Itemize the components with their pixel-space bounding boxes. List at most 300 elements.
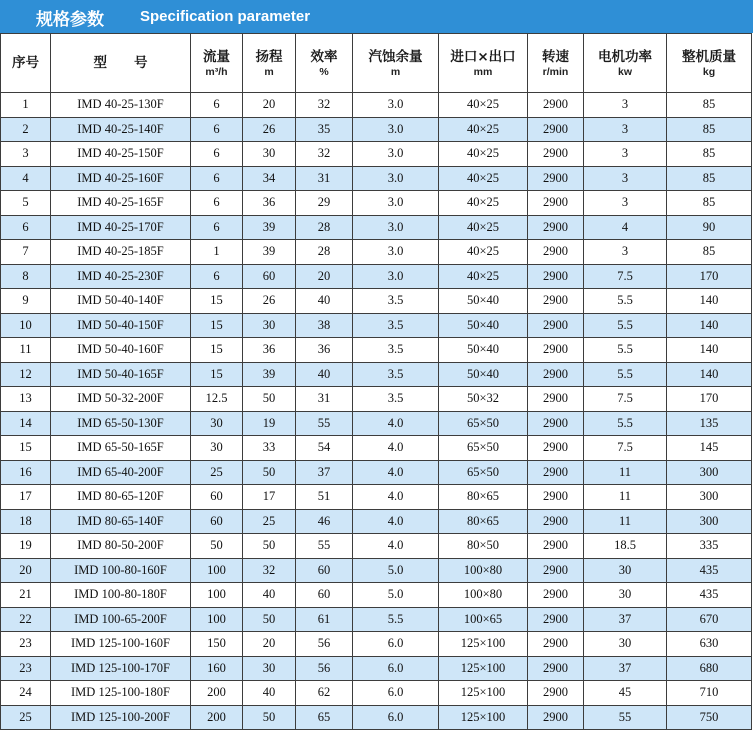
table-row <box>1 485 752 510</box>
table-cell: 7 <box>1 240 51 265</box>
table-cell: 36 <box>296 338 353 363</box>
table-cell: 3 <box>584 117 667 142</box>
table-cell: 39 <box>243 362 296 387</box>
table-cell: 28 <box>296 240 353 265</box>
table-cell: 14 <box>1 411 51 436</box>
table-cell: 3 <box>1 142 51 167</box>
table-cell: 45 <box>584 681 667 706</box>
table-cell: 5.5 <box>584 313 667 338</box>
table-row <box>1 142 752 167</box>
table-cell: 2900 <box>528 632 584 657</box>
table-cell: 435 <box>667 583 752 608</box>
table-cell: 2900 <box>528 656 584 681</box>
table-cell: 3 <box>584 93 667 118</box>
table-cell: 5.5 <box>584 289 667 314</box>
table-cell: 20 <box>243 93 296 118</box>
table-cell: 100×80 <box>439 558 528 583</box>
column-header <box>667 34 752 93</box>
table-cell: 3.0 <box>353 166 439 191</box>
column-header-unit: m <box>264 65 274 78</box>
table-cell: 2900 <box>528 509 584 534</box>
table-cell: 2900 <box>528 705 584 730</box>
table-cell: 37 <box>296 460 353 485</box>
table-cell: 100×80 <box>439 583 528 608</box>
table-cell: 65×50 <box>439 436 528 461</box>
table-row <box>1 93 752 118</box>
table-cell: 125×100 <box>439 656 528 681</box>
table-cell: IMD 40-25-165F <box>51 191 191 216</box>
column-header-label: 效率 <box>310 48 338 65</box>
table-cell: 31 <box>296 387 353 412</box>
table-cell: 30 <box>584 558 667 583</box>
table-cell: 6 <box>191 117 243 142</box>
table-cell: 2900 <box>528 436 584 461</box>
table-row <box>1 411 752 436</box>
header-banner <box>0 0 753 33</box>
table-cell: 32 <box>296 93 353 118</box>
table-cell: 6 <box>191 142 243 167</box>
table-cell: 40×25 <box>439 215 528 240</box>
table-cell: 25 <box>243 509 296 534</box>
column-header <box>191 34 243 93</box>
table-cell: 61 <box>296 607 353 632</box>
table-cell: 125×100 <box>439 681 528 706</box>
table-cell: 8 <box>1 264 51 289</box>
table-cell: 2900 <box>528 240 584 265</box>
table-cell: 20 <box>1 558 51 583</box>
table-cell: 11 <box>1 338 51 363</box>
table-cell: 3.0 <box>353 240 439 265</box>
table-cell: 30 <box>243 656 296 681</box>
table-cell: 15 <box>191 313 243 338</box>
table-cell: 2900 <box>528 681 584 706</box>
table-cell: IMD 80-65-120F <box>51 485 191 510</box>
column-header <box>584 34 667 93</box>
table-cell: 100 <box>191 583 243 608</box>
table-cell: 3.0 <box>353 191 439 216</box>
table-cell: 3.0 <box>353 93 439 118</box>
table-cell: 5.5 <box>584 411 667 436</box>
table-row <box>1 289 752 314</box>
table-cell: 2900 <box>528 264 584 289</box>
column-header <box>243 34 296 93</box>
column-header-label: 电机功率 <box>598 48 652 65</box>
table-cell: 50×32 <box>439 387 528 412</box>
table-cell: 50×40 <box>439 289 528 314</box>
table-row <box>1 460 752 485</box>
column-header-unit: kw <box>617 65 632 78</box>
table-cell: 2900 <box>528 142 584 167</box>
table-row <box>1 509 752 534</box>
column-header-unit: % <box>319 65 329 78</box>
column-header-label: 型 号 <box>93 55 148 71</box>
table-row <box>1 240 752 265</box>
table-cell: 50×40 <box>439 313 528 338</box>
table-cell: 2900 <box>528 166 584 191</box>
table-cell: 160 <box>191 656 243 681</box>
table-cell: 4.0 <box>353 460 439 485</box>
table-cell: 80×65 <box>439 509 528 534</box>
table-cell: 26 <box>243 289 296 314</box>
table-cell: 6 <box>191 93 243 118</box>
table-cell: 19 <box>1 534 51 559</box>
table-cell: 4.0 <box>353 436 439 461</box>
table-cell: 5.0 <box>353 583 439 608</box>
table-cell: 40 <box>296 289 353 314</box>
header-row <box>1 34 752 93</box>
table-cell: 6.0 <box>353 632 439 657</box>
table-cell: 2900 <box>528 387 584 412</box>
table-cell: 60 <box>296 583 353 608</box>
table-cell: 15 <box>1 436 51 461</box>
table-cell: 85 <box>667 240 752 265</box>
table-cell: 90 <box>667 215 752 240</box>
table-cell: 5.0 <box>353 558 439 583</box>
column-header <box>296 34 353 93</box>
table-cell: 60 <box>191 485 243 510</box>
table-cell: 12 <box>1 362 51 387</box>
table-cell: 56 <box>296 656 353 681</box>
table-cell: 85 <box>667 191 752 216</box>
table-cell: 3.5 <box>353 387 439 412</box>
table-cell: IMD 40-25-150F <box>51 142 191 167</box>
table-cell: 125×100 <box>439 632 528 657</box>
table-cell: 5.5 <box>584 362 667 387</box>
table-cell: 40×25 <box>439 240 528 265</box>
table-cell: 18 <box>1 509 51 534</box>
table-cell: 4.0 <box>353 509 439 534</box>
table-cell: 15 <box>191 338 243 363</box>
table-cell: 100×65 <box>439 607 528 632</box>
table-cell: 30 <box>191 436 243 461</box>
table-cell: 7.5 <box>584 387 667 412</box>
table-cell: 55 <box>296 411 353 436</box>
table-cell: 40×25 <box>439 191 528 216</box>
table-cell: 140 <box>667 313 752 338</box>
table-cell: 17 <box>1 485 51 510</box>
table-cell: 6.0 <box>353 656 439 681</box>
column-header-unit: m³/h <box>205 65 228 78</box>
table-row <box>1 583 752 608</box>
table-cell: 80×50 <box>439 534 528 559</box>
table-cell: 11 <box>584 485 667 510</box>
table-cell: 200 <box>191 705 243 730</box>
table-cell: 50 <box>243 607 296 632</box>
table-cell: 50 <box>243 387 296 412</box>
table-cell: IMD 125-100-200F <box>51 705 191 730</box>
table-cell: 21 <box>1 583 51 608</box>
column-header-label: 整机质量 <box>682 48 736 65</box>
table-cell: 60 <box>243 264 296 289</box>
table-cell: 16 <box>1 460 51 485</box>
table-cell: 51 <box>296 485 353 510</box>
column-header-unit: mm <box>473 65 493 78</box>
table-cell: 3.5 <box>353 338 439 363</box>
table-row <box>1 705 752 730</box>
table-cell: 670 <box>667 607 752 632</box>
table-cell: IMD 100-65-200F <box>51 607 191 632</box>
table-cell: 40×25 <box>439 166 528 191</box>
table-cell: 170 <box>667 264 752 289</box>
table-cell: 37 <box>584 656 667 681</box>
table-cell: 3 <box>584 191 667 216</box>
table-cell: IMD 40-25-140F <box>51 117 191 142</box>
table-cell: 6 <box>1 215 51 240</box>
table-cell: 100 <box>191 607 243 632</box>
table-cell: IMD 125-100-180F <box>51 681 191 706</box>
table-cell: IMD 40-25-230F <box>51 264 191 289</box>
table-cell: 4.0 <box>353 534 439 559</box>
table-row <box>1 191 752 216</box>
table-cell: 85 <box>667 117 752 142</box>
column-header-label: 汽蚀余量 <box>368 48 423 65</box>
table-cell: 300 <box>667 509 752 534</box>
table-cell: 6 <box>191 166 243 191</box>
table-cell: IMD 65-50-165F <box>51 436 191 461</box>
column-header-label: 转速 <box>542 48 569 65</box>
table-cell: 150 <box>191 632 243 657</box>
table-cell: 2900 <box>528 289 584 314</box>
table-cell: 6 <box>191 264 243 289</box>
table-cell: 20 <box>243 632 296 657</box>
column-header-label: 扬程 <box>255 48 283 65</box>
table-cell: 39 <box>243 240 296 265</box>
banner-title-en: Specification parameter <box>140 8 311 25</box>
table-cell: 2900 <box>528 583 584 608</box>
table-cell: 2900 <box>528 117 584 142</box>
table-cell: 25 <box>191 460 243 485</box>
table-cell: 5 <box>1 191 51 216</box>
table-cell: 36 <box>243 338 296 363</box>
table-cell: 37 <box>584 607 667 632</box>
table-cell: 3.0 <box>353 117 439 142</box>
table-cell: 40 <box>296 362 353 387</box>
table-cell: 23 <box>1 632 51 657</box>
table-cell: IMD 125-100-160F <box>51 632 191 657</box>
table-cell: 630 <box>667 632 752 657</box>
table-cell: 23 <box>1 656 51 681</box>
table-cell: 65×50 <box>439 411 528 436</box>
table-cell: 10 <box>1 313 51 338</box>
table-cell: IMD 100-80-160F <box>51 558 191 583</box>
table-cell: 56 <box>296 632 353 657</box>
table-cell: 2 <box>1 117 51 142</box>
table-cell: 2900 <box>528 485 584 510</box>
table-cell: IMD 65-50-130F <box>51 411 191 436</box>
table-cell: 40 <box>243 681 296 706</box>
column-header <box>51 34 191 93</box>
table-cell: 2900 <box>528 460 584 485</box>
table-cell: 85 <box>667 93 752 118</box>
table-cell: IMD 80-50-200F <box>51 534 191 559</box>
table-cell: 3.5 <box>353 313 439 338</box>
table-cell: 46 <box>296 509 353 534</box>
table-cell: 3 <box>584 166 667 191</box>
table-cell: 2900 <box>528 338 584 363</box>
table-cell: 4.0 <box>353 411 439 436</box>
table-cell: 34 <box>243 166 296 191</box>
table-cell: 15 <box>191 289 243 314</box>
column-header <box>439 34 528 93</box>
table-cell: 3 <box>584 240 667 265</box>
table-row <box>1 313 752 338</box>
table-cell: 60 <box>191 509 243 534</box>
table-cell: 55 <box>584 705 667 730</box>
table-cell: 200 <box>191 681 243 706</box>
table-row <box>1 264 752 289</box>
table-cell: 40×25 <box>439 93 528 118</box>
table-cell: 2900 <box>528 534 584 559</box>
column-header <box>528 34 584 93</box>
table-cell: 5.5 <box>353 607 439 632</box>
table-cell: 50 <box>243 705 296 730</box>
table-cell: 50 <box>191 534 243 559</box>
table-cell: 2900 <box>528 362 584 387</box>
table-cell: 125×100 <box>439 705 528 730</box>
spec-table <box>0 33 752 730</box>
table-cell: 62 <box>296 681 353 706</box>
column-header <box>353 34 439 93</box>
table-cell: 4.0 <box>353 485 439 510</box>
table-row <box>1 117 752 142</box>
table-row <box>1 656 752 681</box>
table-cell: 35 <box>296 117 353 142</box>
table-cell: 33 <box>243 436 296 461</box>
table-cell: 2900 <box>528 411 584 436</box>
table-cell: 3.0 <box>353 264 439 289</box>
table-cell: 38 <box>296 313 353 338</box>
column-header-label: 流量 <box>203 48 230 65</box>
column-header-unit: r/min <box>542 65 569 78</box>
table-cell: 4 <box>584 215 667 240</box>
table-row <box>1 534 752 559</box>
table-cell: 2900 <box>528 607 584 632</box>
column-header-unit: kg <box>702 65 716 78</box>
table-cell: 30 <box>191 411 243 436</box>
table-cell: 39 <box>243 215 296 240</box>
table-cell: 140 <box>667 362 752 387</box>
table-cell: 3.5 <box>353 362 439 387</box>
table-cell: 145 <box>667 436 752 461</box>
table-cell: IMD 50-40-165F <box>51 362 191 387</box>
table-cell: 5.5 <box>584 338 667 363</box>
table-cell: 55 <box>296 534 353 559</box>
table-cell: 135 <box>667 411 752 436</box>
table-cell: 22 <box>1 607 51 632</box>
table-cell: 300 <box>667 460 752 485</box>
table-row <box>1 387 752 412</box>
table-row <box>1 607 752 632</box>
table-cell: IMD 40-25-185F <box>51 240 191 265</box>
table-cell: 26 <box>243 117 296 142</box>
table-row <box>1 558 752 583</box>
table-cell: 18.5 <box>584 534 667 559</box>
table-cell: 50×40 <box>439 338 528 363</box>
table-cell: IMD 125-100-170F <box>51 656 191 681</box>
table-cell: 3 <box>584 142 667 167</box>
table-cell: 30 <box>243 142 296 167</box>
table-cell: 11 <box>584 460 667 485</box>
column-header <box>1 34 51 93</box>
column-header-unit: m <box>390 65 401 78</box>
table-cell: IMD 50-40-160F <box>51 338 191 363</box>
table-cell: 2900 <box>528 215 584 240</box>
table-cell: 31 <box>296 166 353 191</box>
table-cell: 65×50 <box>439 460 528 485</box>
table-cell: 7.5 <box>584 436 667 461</box>
table-row <box>1 681 752 706</box>
table-cell: 2900 <box>528 313 584 338</box>
table-cell: 3.0 <box>353 142 439 167</box>
table-cell: 25 <box>1 705 51 730</box>
table-cell: 2900 <box>528 191 584 216</box>
table-cell: IMD 65-40-200F <box>51 460 191 485</box>
table-cell: 32 <box>243 558 296 583</box>
table-row <box>1 436 752 461</box>
table-cell: 435 <box>667 558 752 583</box>
table-cell: IMD 40-25-170F <box>51 215 191 240</box>
table-cell: 50 <box>243 460 296 485</box>
table-cell: 1 <box>1 93 51 118</box>
table-cell: 60 <box>296 558 353 583</box>
table-cell: 80×65 <box>439 485 528 510</box>
table-cell: 85 <box>667 142 752 167</box>
column-header-label: 进口×出口 <box>450 48 516 65</box>
table-cell: 100 <box>191 558 243 583</box>
table-cell: 710 <box>667 681 752 706</box>
table-cell: 50×40 <box>439 362 528 387</box>
table-cell: 30 <box>584 632 667 657</box>
table-cell: 1 <box>191 240 243 265</box>
table-cell: 4 <box>1 166 51 191</box>
table-cell: 40 <box>243 583 296 608</box>
column-header-label: 序号 <box>12 55 39 71</box>
table-row <box>1 362 752 387</box>
table-cell: IMD 50-40-140F <box>51 289 191 314</box>
table-cell: 750 <box>667 705 752 730</box>
table-row <box>1 338 752 363</box>
table-cell: IMD 40-25-160F <box>51 166 191 191</box>
table-cell: 12.5 <box>191 387 243 412</box>
table-cell: 30 <box>584 583 667 608</box>
table-cell: 13 <box>1 387 51 412</box>
table-cell: IMD 40-25-130F <box>51 93 191 118</box>
table-row <box>1 632 752 657</box>
table-cell: IMD 50-40-150F <box>51 313 191 338</box>
table-row <box>1 215 752 240</box>
table-cell: 17 <box>243 485 296 510</box>
table-cell: 85 <box>667 166 752 191</box>
table-cell: 6.0 <box>353 705 439 730</box>
table-cell: 335 <box>667 534 752 559</box>
table-cell: IMD 80-65-140F <box>51 509 191 534</box>
table-cell: 140 <box>667 338 752 363</box>
table-cell: 9 <box>1 289 51 314</box>
table-cell: 7.5 <box>584 264 667 289</box>
table-cell: 30 <box>243 313 296 338</box>
table-cell: 3.0 <box>353 215 439 240</box>
table-cell: 20 <box>296 264 353 289</box>
table-cell: 6 <box>191 191 243 216</box>
table-cell: IMD 50-32-200F <box>51 387 191 412</box>
table-cell: 65 <box>296 705 353 730</box>
table-cell: 54 <box>296 436 353 461</box>
table-cell: 24 <box>1 681 51 706</box>
table-cell: 40×25 <box>439 264 528 289</box>
table-cell: 140 <box>667 289 752 314</box>
table-cell: 19 <box>243 411 296 436</box>
table-cell: IMD 100-80-180F <box>51 583 191 608</box>
